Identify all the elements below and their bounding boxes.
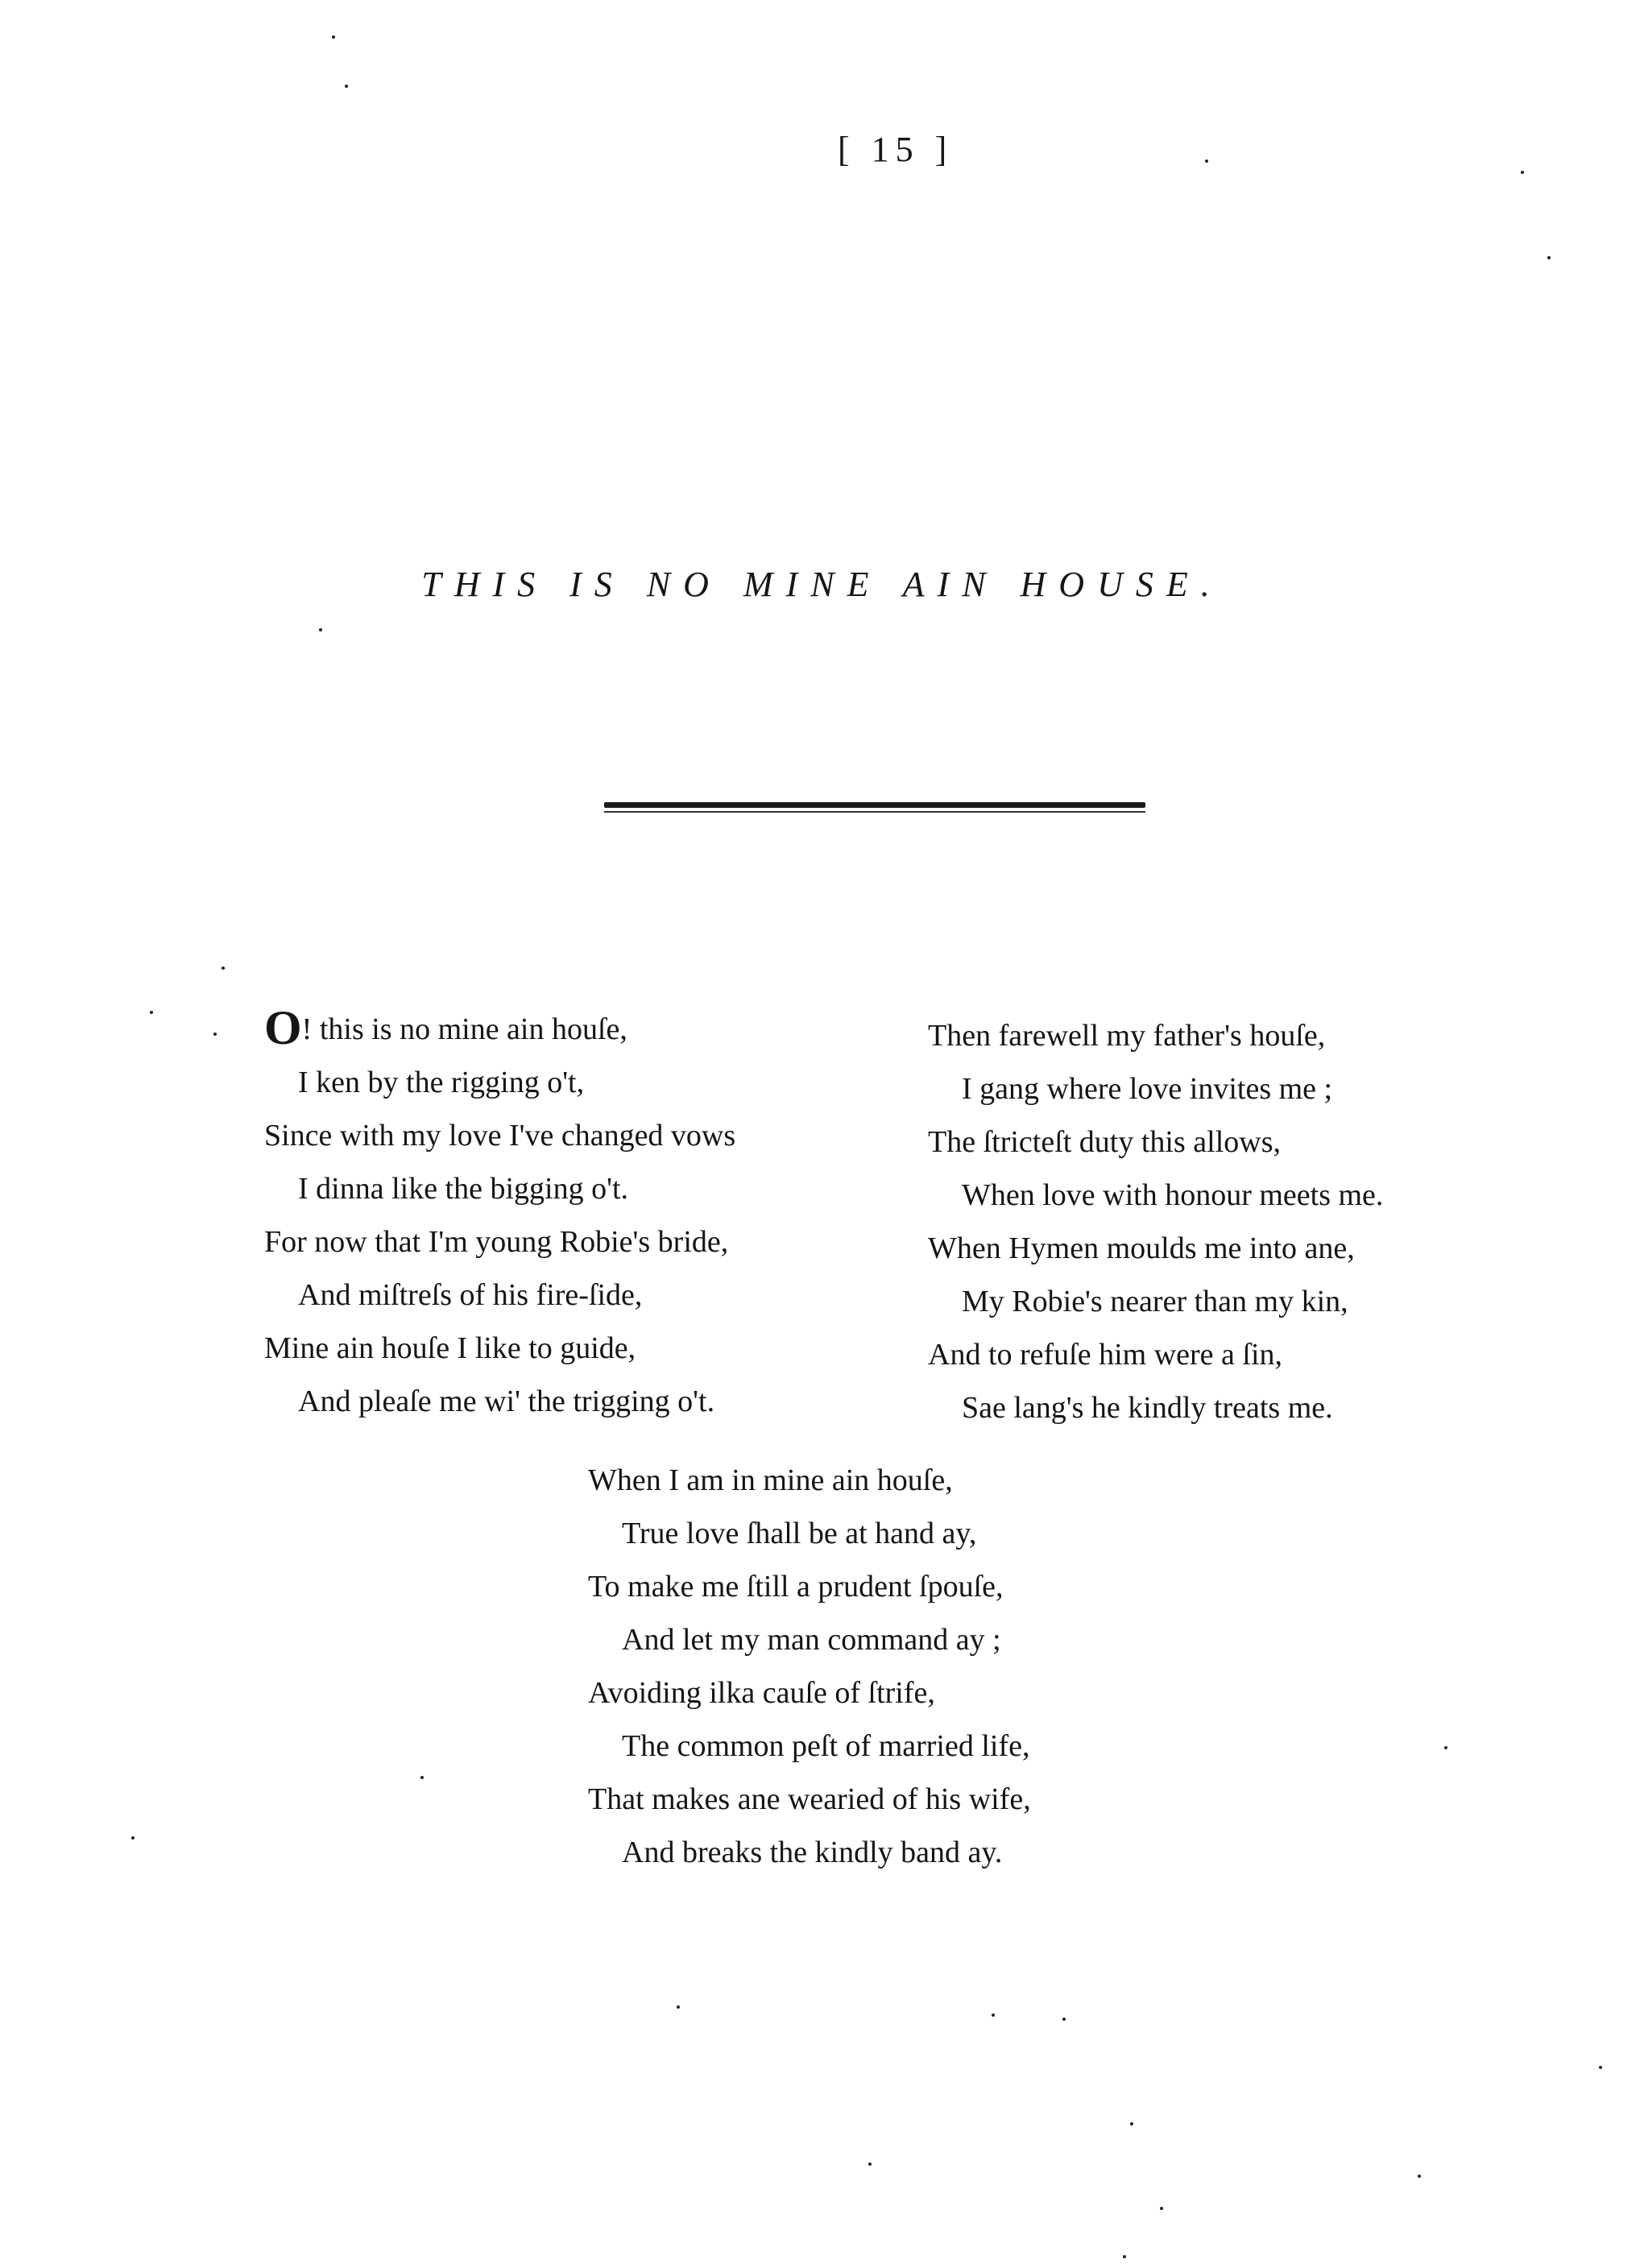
verse-line: Sae lang's he kindly treats me. [962, 1391, 1333, 1425]
stanza-2 [928, 1009, 1383, 1434]
verse-line: True love ſhall be at hand ay, [622, 1517, 977, 1550]
verse-line: For now that I'm young Robie's bride, [264, 1225, 729, 1259]
drop-cap: O [264, 1001, 302, 1054]
verse-line: To make me ſtill a prudent ſpouſe, [588, 1570, 1004, 1604]
paper-speck [222, 966, 225, 970]
paper-speck [420, 1776, 424, 1779]
verse-line: When I am in mine ain houſe, [588, 1463, 953, 1497]
paper-speck [1599, 2066, 1602, 2069]
paper-speck [1062, 2018, 1066, 2021]
verse-line: I gang where love invites me ; [962, 1072, 1333, 1106]
stanza-1 [264, 1003, 735, 1428]
verse-line: And pleaſe me wi' the trigging o't. [298, 1384, 715, 1418]
verse-line: Mine ain houſe I like to guide, [264, 1331, 636, 1365]
paper-speck [213, 1033, 217, 1036]
verse-line: That makes ane wearied of his wife, [588, 1782, 1031, 1816]
ornamental-rule [604, 799, 1145, 822]
paper-speck [1205, 159, 1208, 163]
paper-speck [1521, 171, 1524, 174]
paper-speck [150, 1011, 153, 1014]
paper-speck [345, 85, 348, 88]
paper-speck [1444, 1746, 1447, 1749]
paper-speck [1130, 2122, 1133, 2125]
verse-line: And to refuſe him were a ſin, [928, 1338, 1283, 1372]
verse-line: The common peſt of married life, [622, 1729, 1030, 1763]
paper-speck [677, 2005, 680, 2009]
paper-speck [131, 1836, 135, 1840]
paper-speck [1160, 2207, 1163, 2210]
page-number: [ 15 ] [838, 130, 954, 169]
verse-line: And miſtreſs of his fire-ſide, [298, 1278, 643, 1312]
verse-line: O! this is no mine ain houſe, [264, 1001, 627, 1054]
paper-speck [1418, 2175, 1421, 2178]
verse-line: When love with honour meets me. [962, 1178, 1384, 1212]
paper-speck [992, 2013, 995, 2017]
paper-speck [1123, 2255, 1126, 2258]
verse-line: I ken by the rigging o't, [298, 1066, 585, 1099]
verse-line: And let my man command ay ; [622, 1623, 1001, 1657]
paper-speck [868, 2162, 872, 2166]
paper-speck [332, 35, 335, 39]
rule-thin-line [604, 811, 1145, 813]
verse-line: My Robie's nearer than my kin, [962, 1285, 1348, 1318]
verse-line: Since with my love I've changed vows [264, 1119, 736, 1153]
poem-title: THIS IS NO MINE AIN HOUSE. [421, 565, 1223, 604]
stanza-3 [588, 1454, 1031, 1879]
verse-line: I dinna like the bigging o't. [298, 1172, 629, 1206]
verse-line: And breaks the kindly band ay. [622, 1836, 1003, 1869]
verse-line: When Hymen moulds me into ane, [928, 1231, 1355, 1265]
rule-thick-line [604, 802, 1145, 808]
verse-line: Then farewell my father's houſe, [928, 1019, 1326, 1053]
verse-line: Avoiding ilka cauſe of ſtrife, [588, 1676, 935, 1710]
verse-line: The ſtricteſt duty this allows, [928, 1125, 1281, 1159]
paper-speck [1547, 256, 1551, 259]
paper-speck [319, 628, 322, 631]
